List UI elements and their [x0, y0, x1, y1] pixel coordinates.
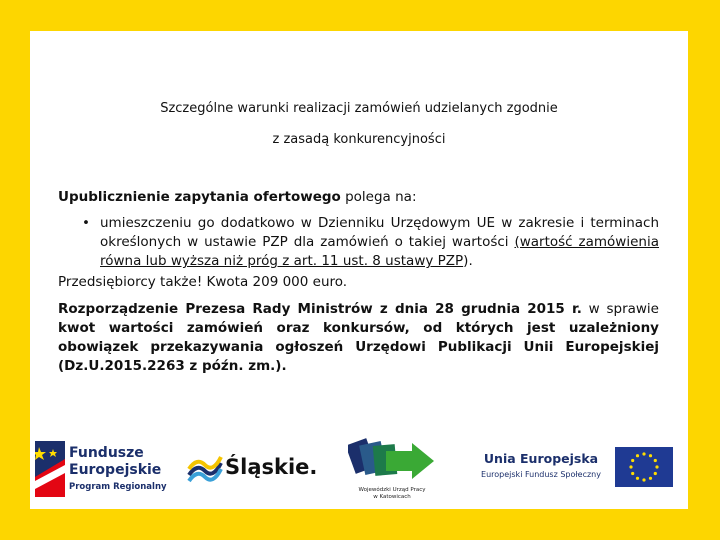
slide-title-line2: z zasadą konkurencyjności: [272, 132, 446, 147]
fe-line3: Program Regionalny: [69, 482, 167, 492]
regulation-normal: w sprawie: [581, 301, 659, 317]
lead-rest: polega na:: [340, 189, 417, 205]
lead-bold: Upublicznienie zapytania ofertowego: [58, 189, 341, 205]
ue-line1: Unia Europejska: [483, 451, 599, 466]
wup-arrow-icon: [348, 435, 436, 485]
slaskie-text: Śląskie.: [225, 455, 318, 479]
eu-flag-icon: [615, 447, 673, 487]
bullet-dot-icon: •: [82, 215, 90, 231]
slide-content: [58, 188, 659, 376]
wup-logo: [342, 435, 442, 507]
fe-text: [69, 445, 167, 492]
regulation-bold-start: Rozporządzenie Prezesa Rady Ministrów z dnia 28 grudnia 2015 r.: [58, 301, 582, 317]
slide-title-line1: Szczególne warunki realizacji zamówień udzielanych zgodnie: [160, 101, 558, 116]
bullet-item: [58, 214, 659, 271]
bullet-text: umieszczeniu go dodatkowo w Dzienniku Urzędowym UE w zakresie i terminach określonych w ustawie PZP dla zamówień o takiej wartości: [100, 215, 659, 250]
lead-paragraph: [58, 188, 659, 207]
bullet-tail: ).: [463, 253, 473, 269]
fe-flag-icon: [35, 441, 65, 497]
regulation-paragraph: [58, 300, 659, 376]
slaskie-waves-icon: [187, 453, 223, 487]
ue-text: [475, 451, 607, 479]
regulation-bold-rest: kwot wartości zamówień oraz konkursów, od których jest uzależniony obowiązek przekazywania ogłoszeń Urzędowi Publikacji Unii Europejskiej (Dz.U.2015.2263 z późn. zm.).: [58, 320, 659, 374]
fundusze-europejskie-logo: [35, 441, 175, 501]
wup-line2: w Katowicach: [373, 494, 411, 500]
fe-line1: Fundusze: [69, 445, 144, 461]
note-paragraph: Przedsiębiorcy także! Kwota 209 000 euro.: [58, 274, 348, 290]
fe-line2: Europejskie: [69, 462, 162, 478]
wup-line1: Wojewódzki Urząd Pracy: [358, 487, 426, 493]
slide: [30, 31, 688, 509]
unia-europejska-logo: [475, 443, 680, 499]
bullet-underlined: (wartość zamówienia równa lub wyższa niż próg z art. 11 ust. 8 ustawy PZP: [100, 234, 659, 269]
wup-caption: [342, 487, 442, 501]
slaskie-logo: [187, 451, 318, 491]
logo-bar: [30, 431, 688, 509]
ue-line2: Europejski Fundusz Społeczny: [481, 470, 601, 479]
